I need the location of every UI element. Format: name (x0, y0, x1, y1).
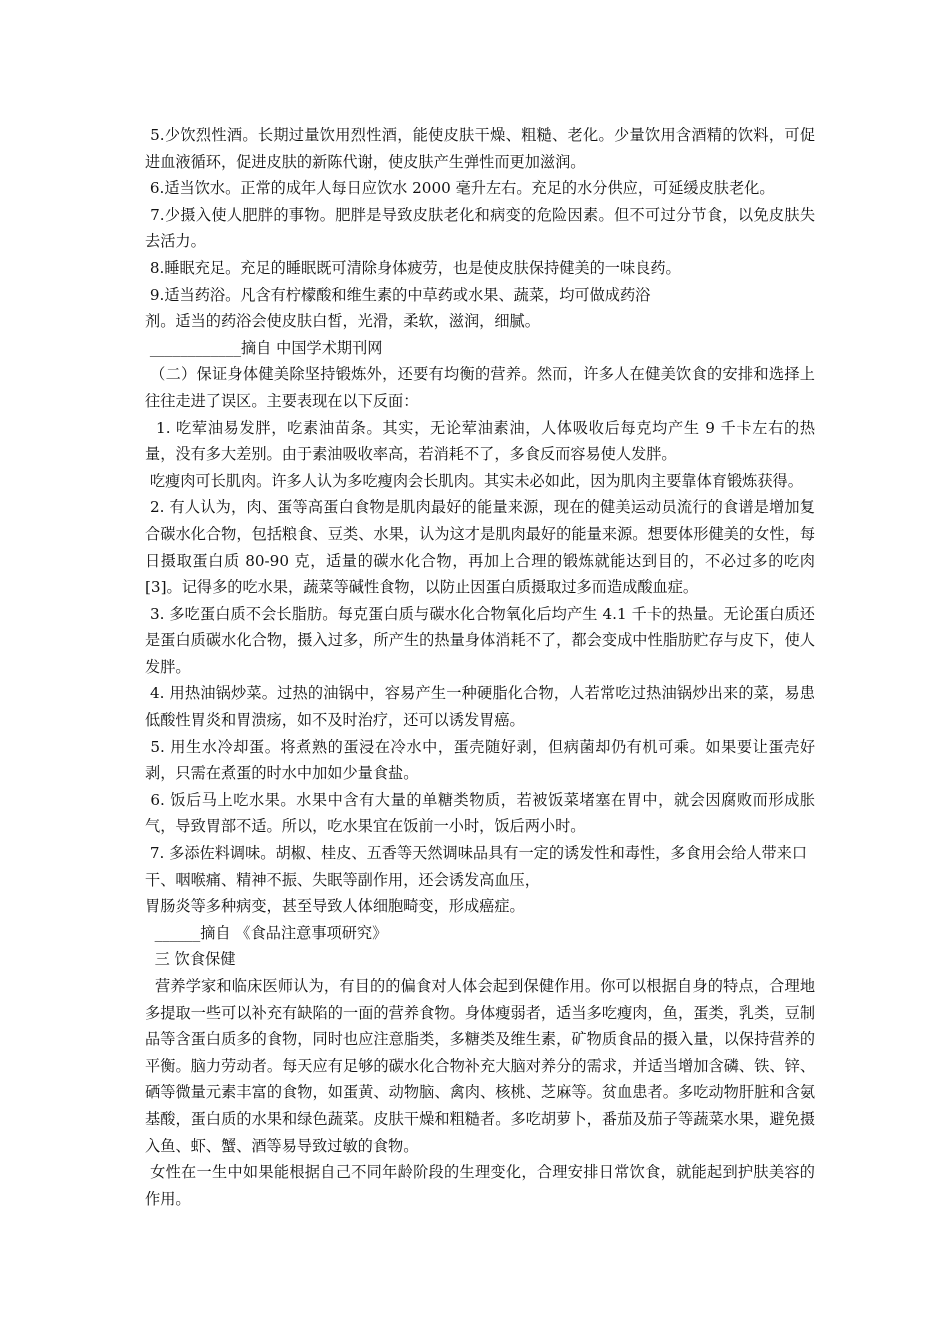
section-three-heading: 三 饮食保健 (145, 950, 236, 969)
source-citation-food: ______摘自 《食品注意事项研究》 (145, 923, 388, 942)
source-citation-journal: ____________摘自 中国学术期刊网 (145, 338, 383, 357)
closing-paragraph: 女性在一生中如果能根据自己不同年龄阶段的生理变化，合理安排日常饮食，就能起到护肤美容的作用。 (145, 1163, 815, 1208)
misconception-lean-meat: 吃瘦肉可长肌肉。许多人认为多吃瘦肉会长肌肉。其实未必如此，因为肌肉主要靠体育锻炼获得。 (145, 471, 803, 490)
paragraph-sleep: 8.睡眠充足。充足的睡眠既可清除身体疲劳，也是使皮肤保持健美的一味良药。 (145, 258, 681, 277)
paragraph-herbal-bath: 9.适当药浴。凡含有柠檬酸和维生素的中草药或水果、蔬菜，均可做成药浴 剂。适当的药浴会使皮肤白皙，光滑，柔软，滋润，细腻。 (145, 285, 651, 331)
misconception-cold-water-egg: 5. 用生水冷却蛋。将煮熟的蛋浸在冷水中，蛋壳随好剥，但病菌却仍有机可乘。如果要让蛋壳好剥，只需在煮蛋的时水中加如少量食盐。 (145, 737, 816, 783)
misconception-protein-fat: 3. 多吃蛋白质不会长脂肪。每克蛋白质与碳水化合物氧化后均产生 4.1 千卡的热量。无论蛋白质还是蛋白质碳水化合物，摄入过多，所产生的热量身体消耗不了，都会变成中性脂肪贮存与皮下，使人发胖。 (145, 604, 815, 676)
misconception-oil: 1. 吃荤油易发胖，吃素油苗条。其实，无论荤油素油，人体吸收后每克均产生 9 千卡左右的热量，没有多大差别。由于素油吸收率高，若消耗不了，多食反而容易使人发胖。 (145, 418, 816, 464)
section-two-intro: （二）保证身体健美除坚持锻炼外，还要有均衡的营养。然而，许多人在健美饮食的安排和选择上往往走进了误区。主要表现在以下反面： (145, 365, 815, 410)
paragraph-avoid-obesity: 7.少摄入使人肥胖的事物。肥胖是导致皮肤老化和病变的危险因素。但不可过分节食，以免皮肤失去活力。 (145, 205, 816, 251)
misconception-fruit-after-meal: 6. 饭后马上吃水果。水果中含有大量的单糖类物质，若被饭菜堵塞在胃中，就会因腐败而形成胀气，导致胃部不适。所以，吃水果宜在饭前一小时，饭后两小时。 (145, 790, 816, 836)
document-page (145, 122, 815, 1212)
misconception-hot-oil: 4. 用热油锅炒菜。过热的油锅中，容易产生一种硬脂化合物，人若常吃过热油锅炒出来的菜，易患低酸性胃炎和胃溃疡，如不及时治疗，还可以诱发胃癌。 (145, 684, 815, 730)
paragraph-drink-water: 6.适当饮水。正常的成年人每日应饮水 2000 毫升左右。充足的水分供应，可延缓皮肤老化。 (145, 179, 775, 198)
misconception-protein-source: 2. 有人认为，肉、蛋等高蛋白食物是肌肉最好的能量来源，现在的健美运动员流行的食谱是增加复合碳水化合物，包括粮食、豆类、水果，认为这才是肌肉最好的能量来源。想要体形健美的女性，每日摄取蛋白质 80-90 克，适量的碳水化合物，再加上合理的锻炼就能达到目的，不必过多的吃肉[3]。记得多的吃水果，蔬菜等碱性食物，以防止因蛋白质摄取过多而造成酸血症。 (145, 498, 815, 597)
misconception-seasoning: 7. 多添佐料调味。胡椒、桂皮、五香等天然调味品具有一定的诱发性和毒性，多食用会给人带来口干、咽喉痛、精神不振、失眠等副作用，还会诱发高血压， 胃肠炎等多种病变，甚至导致人体细胞畸变，形成癌症。 (145, 844, 808, 916)
section-three-body: 营养学家和临床医师认为，有目的的偏食对人体会起到保健作用。你可以根据自身的特点，合理地多提取一些可以补充有缺陷的一面的营养食物。身体瘦弱者，适当多吃瘦肉，鱼，蛋类，乳类，豆制品等含蛋白质多的食物，同时也应注意脂类，多糖类及维生素，矿物质食品的摄入量，以保持营养的平衡。脑力劳动者。每天应有足够的碳水化合物补充大脑对养分的需求，并适当增加含磷、铁、锌、硒等微量元素丰富的食物，如蛋黄、动物脑、禽肉、核桃、芝麻等。贫血患者。多吃动物肝脏和含氨基酸，蛋白质的水果和绿色蔬菜。皮肤干燥和粗糙者。多吃胡萝卜，番茄及茄子等蔬菜水果，避免摄入鱼、虾、蟹、酒等易导致过敏的食物。 (145, 977, 816, 1155)
paragraph-drink-less-liquor: 5.少饮烈性酒。长期过量饮用烈性酒，能使皮肤干燥、粗糙、老化。少量饮用含酒精的饮料，可促进血液循环，促进皮肤的新陈代谢，使皮肤产生弹性而更加滋润。 (145, 126, 816, 171)
